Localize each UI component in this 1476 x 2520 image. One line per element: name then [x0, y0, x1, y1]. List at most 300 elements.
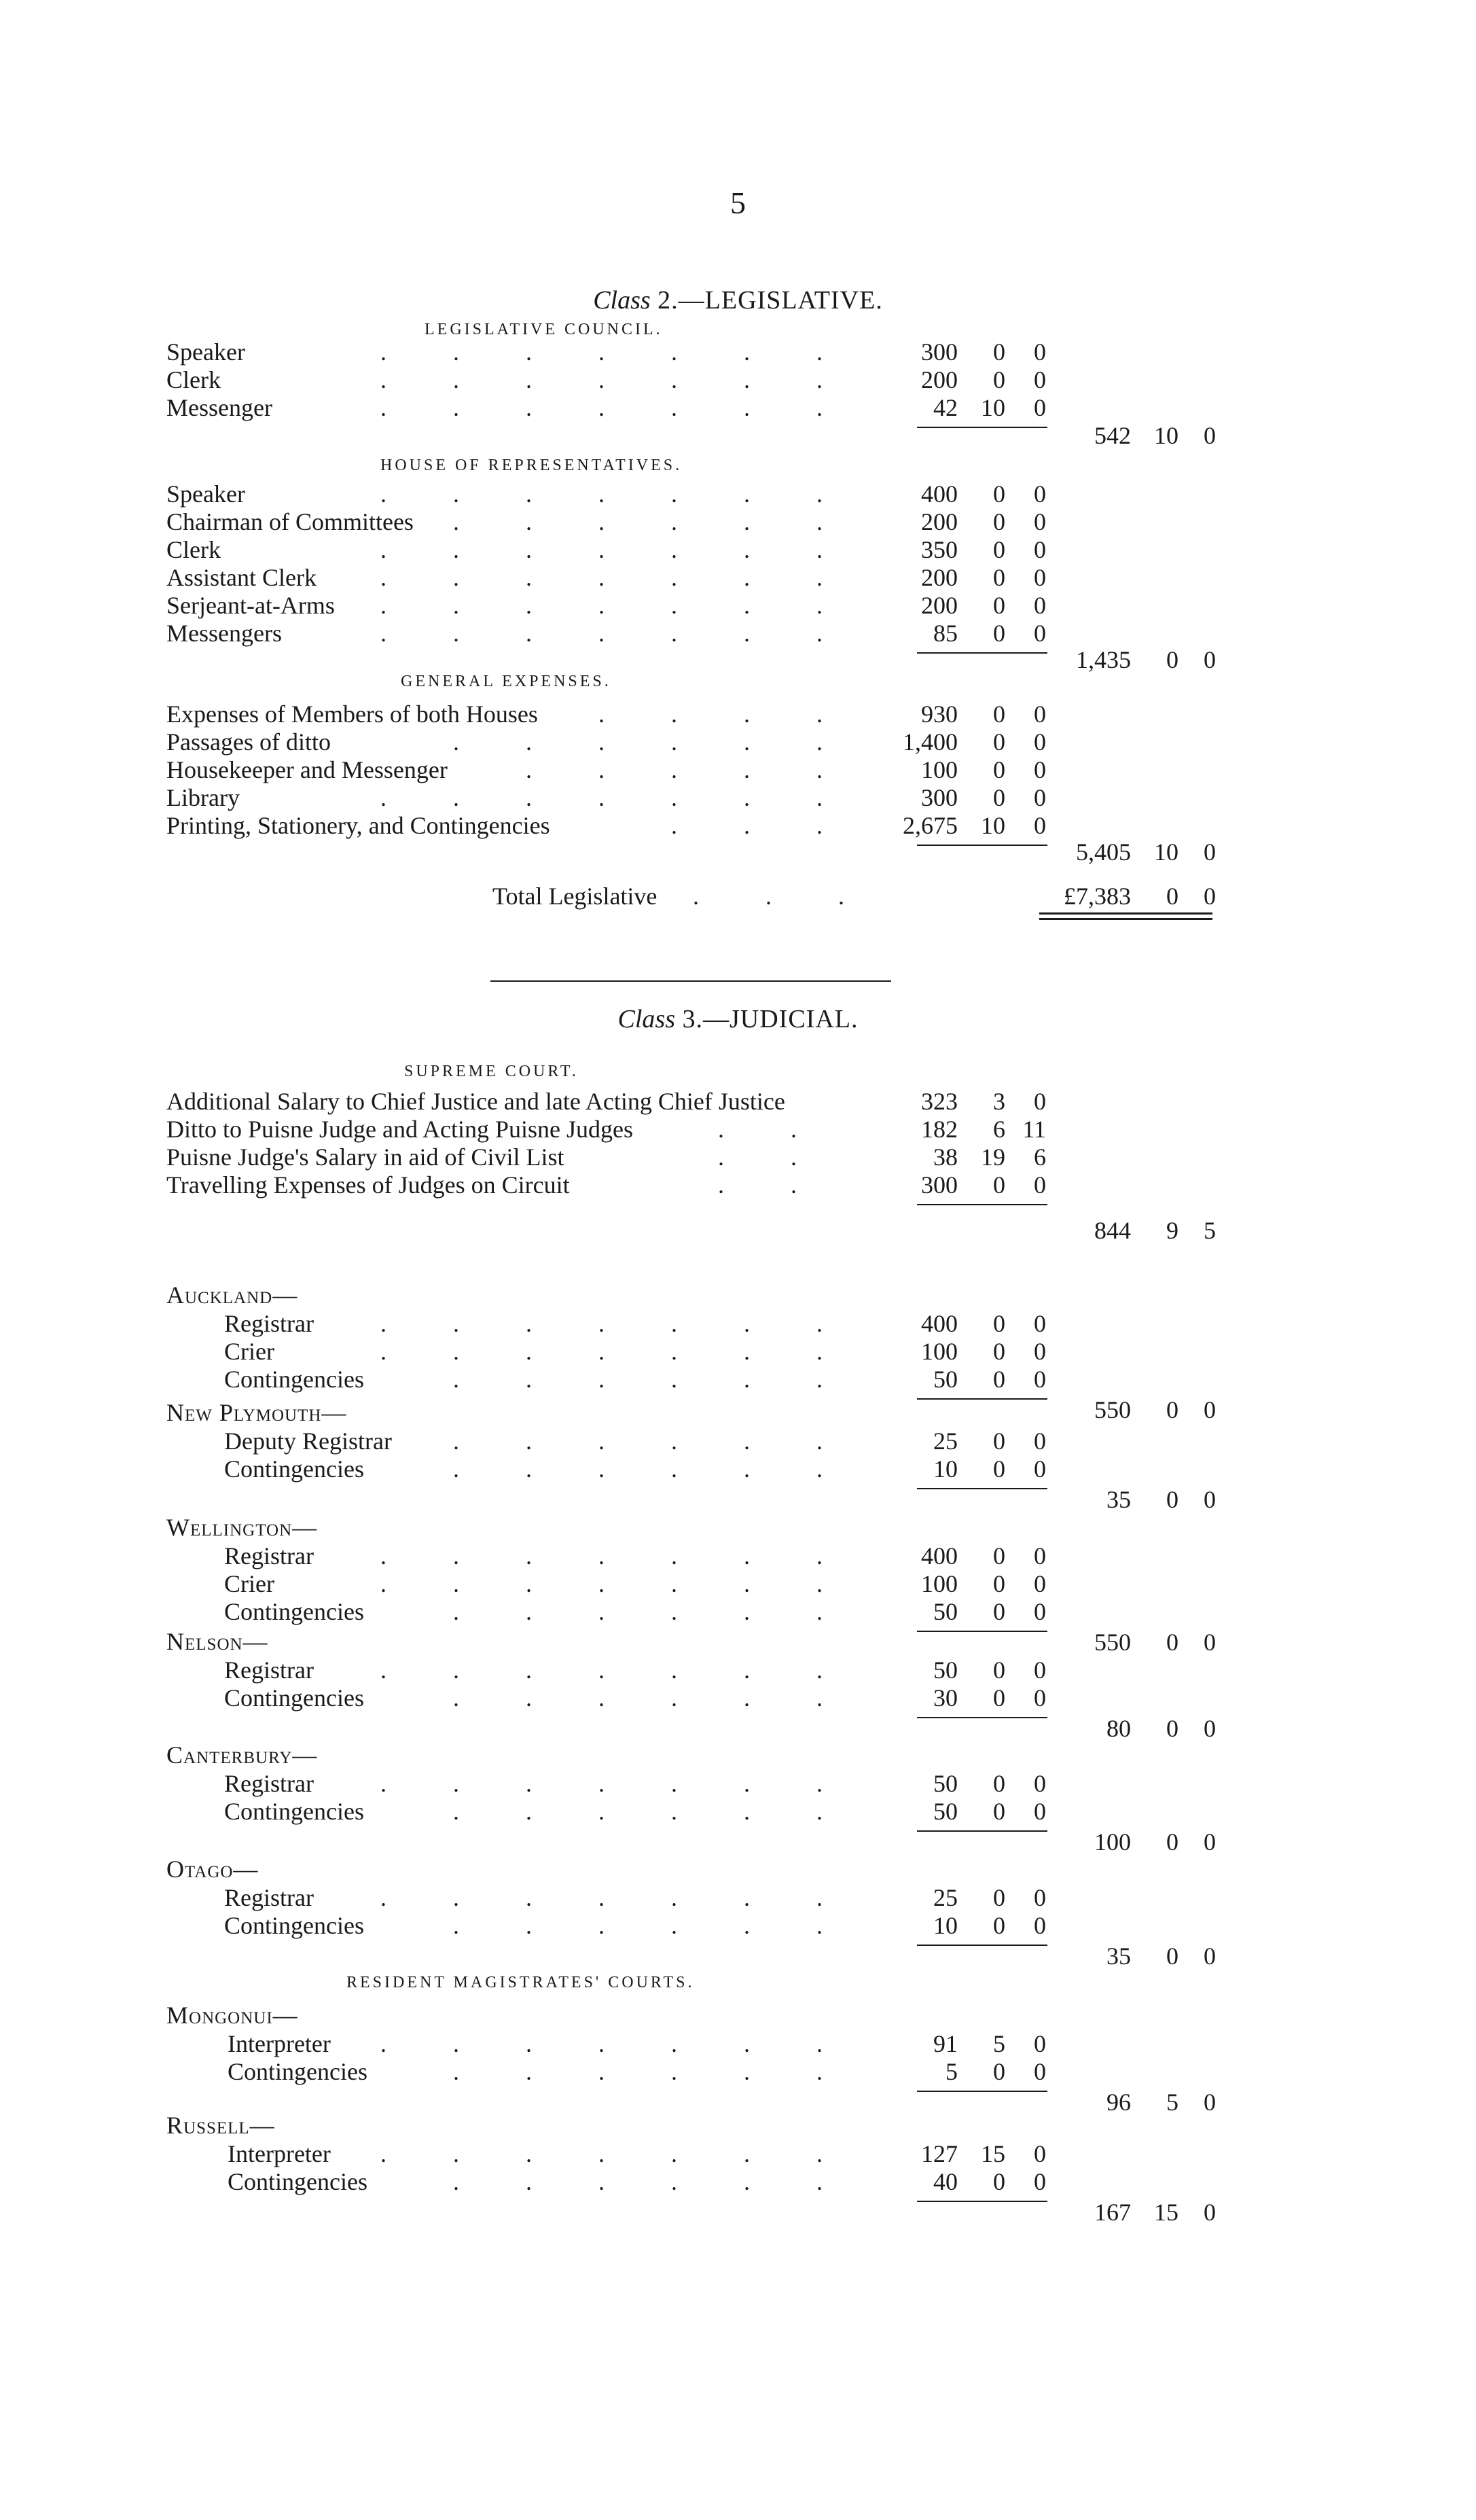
house-of-representatives-item-dot: .: [816, 620, 823, 647]
total-legislative-dot: .: [693, 883, 699, 910]
supreme-court-item-dot: .: [791, 1171, 797, 1199]
magistrate-district-item-shillings: 5: [993, 2030, 1005, 2057]
magistrate-district-item-label: Interpreter: [228, 2030, 331, 2057]
district-item-shillings: 0: [993, 1884, 1005, 1911]
district-item-pounds: 50: [933, 1656, 958, 1684]
house-of-representatives-item-label: Serjeant-at-Arms: [166, 592, 335, 619]
supreme-court-item-shillings: 0: [993, 1171, 1005, 1199]
class3-title: [0, 1004, 1476, 1034]
district-item-label: Registrar: [224, 1884, 314, 1911]
general-expenses-item-dot: .: [816, 728, 823, 756]
legislative-council-item-pounds: 300: [921, 338, 958, 366]
house-of-representatives-heading: HOUSE OF REPRESENTATIVES.: [380, 457, 683, 474]
district-item-dot: .: [744, 1598, 750, 1625]
supreme-court-item-label: Travelling Expenses of Judges on Circuit: [166, 1171, 570, 1199]
legislative-council-item-dot: .: [453, 366, 459, 393]
district-item-pence: 0: [1034, 1542, 1046, 1569]
district-item-pence: 0: [1034, 1684, 1046, 1711]
magistrate-district-item-dot: .: [816, 2030, 823, 2057]
district-item-dot: .: [671, 1884, 677, 1911]
district-item-dot: .: [526, 1598, 532, 1625]
district-item-dot: .: [816, 1798, 823, 1825]
general-expenses-item-dot: .: [744, 700, 750, 728]
house-of-representatives-item-dot: .: [598, 620, 605, 647]
house-of-representatives-item-shillings: 0: [993, 620, 1005, 647]
district-total-pounds: 80: [1106, 1715, 1131, 1742]
general-expenses-item-label: Expenses of Members of both Houses: [166, 700, 538, 728]
district-item-dot: .: [744, 1798, 750, 1825]
district-item-dot: .: [598, 1770, 605, 1797]
district-item-dot: .: [671, 1366, 677, 1393]
house-of-representatives-item-dot: .: [453, 620, 459, 647]
house-of-representatives-item-dot: .: [526, 564, 532, 591]
district-total-pounds: 35: [1106, 1486, 1131, 1513]
legislative-council-item-dot: .: [671, 366, 677, 393]
legislative-council-item-pence: 0: [1034, 394, 1046, 421]
district-item-dot: .: [380, 1310, 386, 1337]
class2-title-italic: Class: [593, 286, 651, 315]
general-expenses-item-dot: .: [816, 784, 823, 811]
house-of-representatives-item-label: Messengers: [166, 620, 282, 647]
house-of-representatives-item-dot: .: [671, 536, 677, 563]
district-item-dot: .: [744, 1366, 750, 1393]
legislative-council-item-dot: .: [526, 338, 532, 366]
district-item-pence: 0: [1034, 1338, 1046, 1365]
district-item-dot: .: [671, 1798, 677, 1825]
district-item-label: Crier: [224, 1338, 274, 1365]
house-of-representatives-item-dot: .: [816, 592, 823, 619]
magistrate-district-total-pounds: 96: [1106, 2089, 1131, 2116]
house-of-representatives-total-shillings: 0: [1166, 646, 1178, 673]
general-expenses-item-dot: .: [744, 812, 750, 839]
house-of-representatives-item-pence: 0: [1034, 564, 1046, 591]
class2-title-rest: 2.—LEGISLATIVE.: [650, 286, 883, 315]
magistrate-district-total-pence: 0: [1204, 2089, 1216, 2116]
district-total-shillings: 0: [1166, 1942, 1178, 1970]
house-of-representatives-item-pounds: 350: [921, 536, 958, 563]
district-item-shillings: 0: [993, 1912, 1005, 1939]
magistrate-district-total-pence: 0: [1204, 2199, 1216, 2226]
magistrate-district-item-pounds: 91: [933, 2030, 958, 2057]
magistrate-district-item-pence: 0: [1034, 2168, 1046, 2195]
district-item-dot: .: [744, 1570, 750, 1597]
district-item-pounds: 10: [933, 1455, 958, 1483]
district-item-shillings: 0: [993, 1542, 1005, 1569]
district-item-shillings: 0: [993, 1684, 1005, 1711]
general-expenses-item-dot: .: [816, 756, 823, 783]
legislative-council-total-pounds: 542: [1094, 422, 1131, 449]
district-item-label: Registrar: [224, 1656, 314, 1684]
magistrate-district-item-dot: .: [453, 2058, 459, 2085]
house-of-representatives-item-shillings: 0: [993, 536, 1005, 563]
magistrate-district-item-dot: .: [598, 2030, 605, 2057]
general-expenses-item-shillings: 0: [993, 728, 1005, 756]
district-item-dot: .: [671, 1598, 677, 1625]
district-item-dot: .: [598, 1427, 605, 1455]
general-expenses-item-dot: .: [671, 812, 677, 839]
legislative-council-total-shillings: 10: [1154, 422, 1178, 449]
general-expenses-item-pence: 0: [1034, 700, 1046, 728]
supreme-court-item-pence: 11: [1022, 1116, 1046, 1143]
magistrate-district-item-dot: .: [744, 2058, 750, 2085]
general-expenses-item-shillings: 0: [993, 784, 1005, 811]
district-total-shillings: 0: [1166, 1629, 1178, 1656]
general-expenses-total-pence: 0: [1204, 838, 1216, 866]
general-expenses-item-dot: .: [526, 756, 532, 783]
district-item-dot: .: [598, 1798, 605, 1825]
magistrate-district-total-shillings: 15: [1154, 2199, 1178, 2226]
district-item-shillings: 0: [993, 1656, 1005, 1684]
district-item-pounds: 100: [921, 1338, 958, 1365]
house-of-representatives-item-dot: .: [671, 480, 677, 508]
general-expenses-item-dot: .: [816, 700, 823, 728]
district-item-pence: 0: [1034, 1912, 1046, 1939]
magistrate-district-item-label: Interpreter: [228, 2140, 331, 2167]
magistrate-district-item-dot: .: [671, 2058, 677, 2085]
magistrate-district-item-dot: .: [598, 2140, 605, 2167]
district-item-dot: .: [526, 1366, 532, 1393]
house-of-representatives-item-dot: .: [598, 536, 605, 563]
district-total-shillings: 0: [1166, 1396, 1178, 1423]
house-of-representatives-item-dot: .: [453, 592, 459, 619]
district-total-shillings: 0: [1166, 1486, 1178, 1513]
house-of-representatives-item-dot: .: [671, 592, 677, 619]
supreme-court-item-pence: 0: [1034, 1088, 1046, 1115]
general-expenses-item-pounds: 300: [921, 784, 958, 811]
house-of-representatives-item-dot: .: [598, 592, 605, 619]
district-item-dot: .: [380, 1770, 386, 1797]
district-item-dot: .: [598, 1310, 605, 1337]
district-item-dot: .: [744, 1884, 750, 1911]
house-of-representatives-item-dot: .: [598, 480, 605, 508]
district-item-dot: .: [526, 1455, 532, 1483]
legislative-council-item-dot: .: [744, 394, 750, 421]
page-number: 5: [730, 185, 746, 220]
legislative-council-item-dot: .: [380, 394, 386, 421]
house-of-representatives-total-pence: 0: [1204, 646, 1216, 673]
district-item-dot: .: [453, 1684, 459, 1711]
general-expenses-item-dot: .: [598, 700, 605, 728]
district-item-dot: .: [526, 1310, 532, 1337]
district-item-shillings: 0: [993, 1310, 1005, 1337]
general-expenses-item-pounds: 1,400: [903, 728, 958, 756]
house-of-representatives-item-dot: .: [816, 536, 823, 563]
legislative-council-item-dot: .: [816, 394, 823, 421]
house-of-representatives-item-dot: .: [526, 480, 532, 508]
district-item-pounds: 400: [921, 1542, 958, 1569]
legislative-council-item-dot: .: [671, 394, 677, 421]
class2-title: [0, 285, 1476, 315]
legislative-council-item-dot: .: [671, 338, 677, 366]
district-item-shillings: 0: [993, 1366, 1005, 1393]
district-item-pounds: 25: [933, 1427, 958, 1455]
house-of-representatives-item-pounds: 200: [921, 564, 958, 591]
magistrate-district-item-dot: .: [816, 2140, 823, 2167]
supreme-court-item-shillings: 6: [993, 1116, 1005, 1143]
legislative-council-item-dot: .: [598, 366, 605, 393]
house-of-representatives-item-dot: .: [526, 536, 532, 563]
legislative-council-item-dot: .: [744, 338, 750, 366]
house-of-representatives-item-pence: 0: [1034, 508, 1046, 535]
general-expenses-item-dot: .: [816, 812, 823, 839]
district-item-dot: .: [453, 1770, 459, 1797]
district-item-shillings: 0: [993, 1770, 1005, 1797]
district-heading: Wellington—: [166, 1514, 318, 1541]
district-item-dot: .: [744, 1684, 750, 1711]
magistrate-district-item-dot: .: [816, 2058, 823, 2085]
district-item-dot: .: [526, 1884, 532, 1911]
house-of-representatives-item-dot: .: [598, 508, 605, 535]
general-expenses-item-pounds: 930: [921, 700, 958, 728]
district-item-dot: .: [671, 1684, 677, 1711]
house-of-representatives-item-dot: .: [453, 564, 459, 591]
total-legislative-dot: .: [838, 883, 844, 910]
district-item-label: Contingencies: [224, 1598, 364, 1625]
district-item-shillings: 0: [993, 1455, 1005, 1483]
district-item-dot: .: [744, 1656, 750, 1684]
legislative-council-item-dot: .: [453, 338, 459, 366]
district-total-pence: 0: [1204, 1828, 1216, 1856]
house-of-representatives-item-dot: .: [526, 592, 532, 619]
district-item-dot: .: [526, 1427, 532, 1455]
district-total-pence: 0: [1204, 1486, 1216, 1513]
supreme-court-item-dot: .: [791, 1116, 797, 1143]
general-expenses-item-dot: .: [671, 728, 677, 756]
house-of-representatives-item-label: Clerk: [166, 536, 221, 563]
magistrate-district-item-dot: .: [526, 2168, 532, 2195]
house-of-representatives-item-pence: 0: [1034, 480, 1046, 508]
district-item-pence: 0: [1034, 1798, 1046, 1825]
magistrate-district-item-dot: .: [598, 2058, 605, 2085]
house-of-representatives-item-pence: 0: [1034, 620, 1046, 647]
district-item-shillings: 0: [993, 1338, 1005, 1365]
district-item-dot: .: [816, 1310, 823, 1337]
district-item-pounds: 30: [933, 1684, 958, 1711]
legislative-council-item-pence: 0: [1034, 338, 1046, 366]
magistrate-district-item-dot: .: [744, 2030, 750, 2057]
district-item-dot: .: [453, 1570, 459, 1597]
supreme-court-item-shillings: 19: [981, 1143, 1005, 1171]
magistrate-district-item-pounds: 40: [933, 2168, 958, 2195]
district-item-shillings: 0: [993, 1570, 1005, 1597]
supreme-court-item-pounds: 182: [921, 1116, 958, 1143]
district-item-dot: .: [526, 1798, 532, 1825]
general-expenses-item-dot: .: [671, 700, 677, 728]
magistrate-district-item-pence: 0: [1034, 2030, 1046, 2057]
supreme-court-item-dot: .: [718, 1143, 724, 1171]
legislative-council-item-dot: .: [526, 394, 532, 421]
magistrate-district-item-dot: .: [744, 2168, 750, 2195]
district-item-dot: .: [816, 1598, 823, 1625]
district-item-dot: .: [453, 1310, 459, 1337]
house-of-representatives-item-dot: .: [744, 620, 750, 647]
house-of-representatives-item-dot: .: [671, 508, 677, 535]
magistrate-district-item-dot: .: [526, 2058, 532, 2085]
district-item-dot: .: [671, 1310, 677, 1337]
supreme-court-total-shillings: 9: [1166, 1217, 1178, 1244]
district-item-dot: .: [816, 1570, 823, 1597]
house-of-representatives-item-pounds: 85: [933, 620, 958, 647]
district-heading: New Plymouth—: [166, 1399, 347, 1426]
house-of-representatives-item-dot: .: [816, 508, 823, 535]
house-of-representatives-item-dot: .: [380, 536, 386, 563]
district-item-label: Contingencies: [224, 1912, 364, 1939]
district-item-dot: .: [671, 1912, 677, 1939]
district-item-pounds: 50: [933, 1770, 958, 1797]
general-expenses-item-dot: .: [598, 756, 605, 783]
supreme-court-heading: SUPREME COURT.: [404, 1063, 579, 1080]
district-item-dot: .: [744, 1455, 750, 1483]
magistrate-district-item-dot: .: [816, 2168, 823, 2195]
general-expenses-item-dot: .: [671, 756, 677, 783]
district-item-dot: .: [526, 1570, 532, 1597]
district-item-pounds: 25: [933, 1884, 958, 1911]
district-item-pounds: 100: [921, 1570, 958, 1597]
district-item-pence: 0: [1034, 1598, 1046, 1625]
legislative-council-item-label: Speaker: [166, 338, 245, 366]
magistrate-district-item-dot: .: [453, 2168, 459, 2195]
magistrate-district-item-dot: .: [598, 2168, 605, 2195]
house-of-representatives-item-dot: .: [380, 480, 386, 508]
district-item-dot: .: [453, 1656, 459, 1684]
district-item-label: Registrar: [224, 1310, 314, 1337]
district-item-pounds: 50: [933, 1798, 958, 1825]
legislative-council-heading: LEGISLATIVE COUNCIL.: [425, 321, 663, 338]
house-of-representatives-item-label: Speaker: [166, 480, 245, 508]
magistrate-district-item-pence: 0: [1034, 2058, 1046, 2085]
district-item-pence: 0: [1034, 1310, 1046, 1337]
total-legislative-pounds: £7,383: [1064, 883, 1131, 910]
district-item-label: Contingencies: [224, 1366, 364, 1393]
legislative-council-item-label: Clerk: [166, 366, 221, 393]
district-item-dot: .: [453, 1455, 459, 1483]
house-of-representatives-item-shillings: 0: [993, 592, 1005, 619]
district-item-dot: .: [816, 1684, 823, 1711]
district-item-dot: .: [744, 1310, 750, 1337]
district-item-dot: .: [380, 1656, 386, 1684]
house-of-representatives-item-pence: 0: [1034, 536, 1046, 563]
district-item-dot: .: [598, 1912, 605, 1939]
district-heading: Nelson—: [166, 1628, 268, 1655]
house-of-representatives-item-pounds: 200: [921, 508, 958, 535]
district-item-pounds: 50: [933, 1598, 958, 1625]
district-item-pence: 0: [1034, 1366, 1046, 1393]
total-legislative-pence: 0: [1204, 883, 1216, 910]
legislative-council-item-dot: .: [380, 366, 386, 393]
general-expenses-item-dot: .: [598, 728, 605, 756]
house-of-representatives-item-pounds: 400: [921, 480, 958, 508]
district-total-shillings: 0: [1166, 1828, 1178, 1856]
district-item-dot: .: [453, 1338, 459, 1365]
house-of-representatives-item-dot: .: [453, 480, 459, 508]
general-expenses-item-label: Housekeeper and Messenger: [166, 756, 448, 783]
house-of-representatives-total-pounds: 1,435: [1076, 646, 1131, 673]
supreme-court-item-dot: .: [718, 1116, 724, 1143]
house-of-representatives-item-dot: .: [526, 620, 532, 647]
general-expenses-item-shillings: 10: [981, 812, 1005, 839]
district-total-pence: 0: [1204, 1715, 1216, 1742]
legislative-council-item-shillings: 0: [993, 338, 1005, 366]
district-item-dot: .: [671, 1770, 677, 1797]
district-item-dot: .: [380, 1338, 386, 1365]
district-item-dot: .: [816, 1912, 823, 1939]
district-item-label: Contingencies: [224, 1798, 364, 1825]
district-item-pounds: 10: [933, 1912, 958, 1939]
total-legislative-label: Total Legislative: [492, 883, 658, 910]
district-item-dot: .: [453, 1427, 459, 1455]
general-expenses-item-label: Passages of ditto: [166, 728, 331, 756]
house-of-representatives-item-dot: .: [816, 564, 823, 591]
legislative-council-item-dot: .: [598, 394, 605, 421]
house-of-representatives-item-dot: .: [526, 508, 532, 535]
supreme-court-item-pounds: 300: [921, 1171, 958, 1199]
magistrate-district-total-shillings: 5: [1166, 2089, 1178, 2116]
district-total-shillings: 0: [1166, 1715, 1178, 1742]
general-expenses-item-dot: .: [744, 728, 750, 756]
district-item-dot: .: [598, 1570, 605, 1597]
house-of-representatives-item-dot: .: [453, 508, 459, 535]
legislative-council-item-dot: .: [380, 338, 386, 366]
district-item-pence: 0: [1034, 1884, 1046, 1911]
district-item-dot: .: [598, 1455, 605, 1483]
house-of-representatives-item-dot: .: [744, 564, 750, 591]
class3-title-rest: 3.—JUDICIAL.: [675, 1005, 859, 1033]
legislative-council-item-dot: .: [453, 394, 459, 421]
magistrate-district-item-shillings: 15: [981, 2140, 1005, 2167]
magistrate-district-item-dot: .: [671, 2140, 677, 2167]
house-of-representatives-item-shillings: 0: [993, 480, 1005, 508]
general-expenses-item-shillings: 0: [993, 756, 1005, 783]
magistrate-district-item-dot: .: [744, 2140, 750, 2167]
general-expenses-item-dot: .: [526, 784, 532, 811]
magistrate-district-item-dot: .: [526, 2030, 532, 2057]
district-total-pence: 0: [1204, 1629, 1216, 1656]
district-item-dot: .: [598, 1656, 605, 1684]
house-of-representatives-item-shillings: 0: [993, 508, 1005, 535]
district-total-pounds: 100: [1094, 1828, 1131, 1856]
district-item-dot: .: [671, 1427, 677, 1455]
magistrate-district-item-dot: .: [380, 2140, 386, 2167]
legislative-council-item-dot: .: [816, 366, 823, 393]
legislative-council-item-dot: .: [816, 338, 823, 366]
district-item-pence: 0: [1034, 1570, 1046, 1597]
district-item-dot: .: [744, 1542, 750, 1569]
house-of-representatives-item-dot: .: [380, 620, 386, 647]
district-item-dot: .: [453, 1884, 459, 1911]
district-item-dot: .: [744, 1912, 750, 1939]
district-item-dot: .: [453, 1366, 459, 1393]
class-separator-rule: [490, 980, 891, 982]
supreme-court-total-pounds: 844: [1094, 1217, 1131, 1244]
house-of-representatives-item-pounds: 200: [921, 592, 958, 619]
legislative-council-item-dot: .: [598, 338, 605, 366]
district-total-pounds: 550: [1094, 1396, 1131, 1423]
house-of-representatives-item-dot: .: [744, 536, 750, 563]
house-of-representatives-item-dot: .: [744, 480, 750, 508]
district-item-label: Registrar: [224, 1770, 314, 1797]
supreme-court-item-pounds: 323: [921, 1088, 958, 1115]
total-legislative-dot: .: [766, 883, 772, 910]
district-item-dot: .: [380, 1884, 386, 1911]
district-item-dot: .: [526, 1656, 532, 1684]
legislative-council-total-pence: 0: [1204, 422, 1216, 449]
district-item-pence: 0: [1034, 1770, 1046, 1797]
magistrate-district-heading: Mongonui—: [166, 2002, 298, 2029]
district-item-dot: .: [671, 1656, 677, 1684]
district-item-dot: .: [671, 1570, 677, 1597]
district-item-dot: .: [598, 1684, 605, 1711]
magistrate-district-item-label: Contingencies: [228, 2168, 367, 2195]
